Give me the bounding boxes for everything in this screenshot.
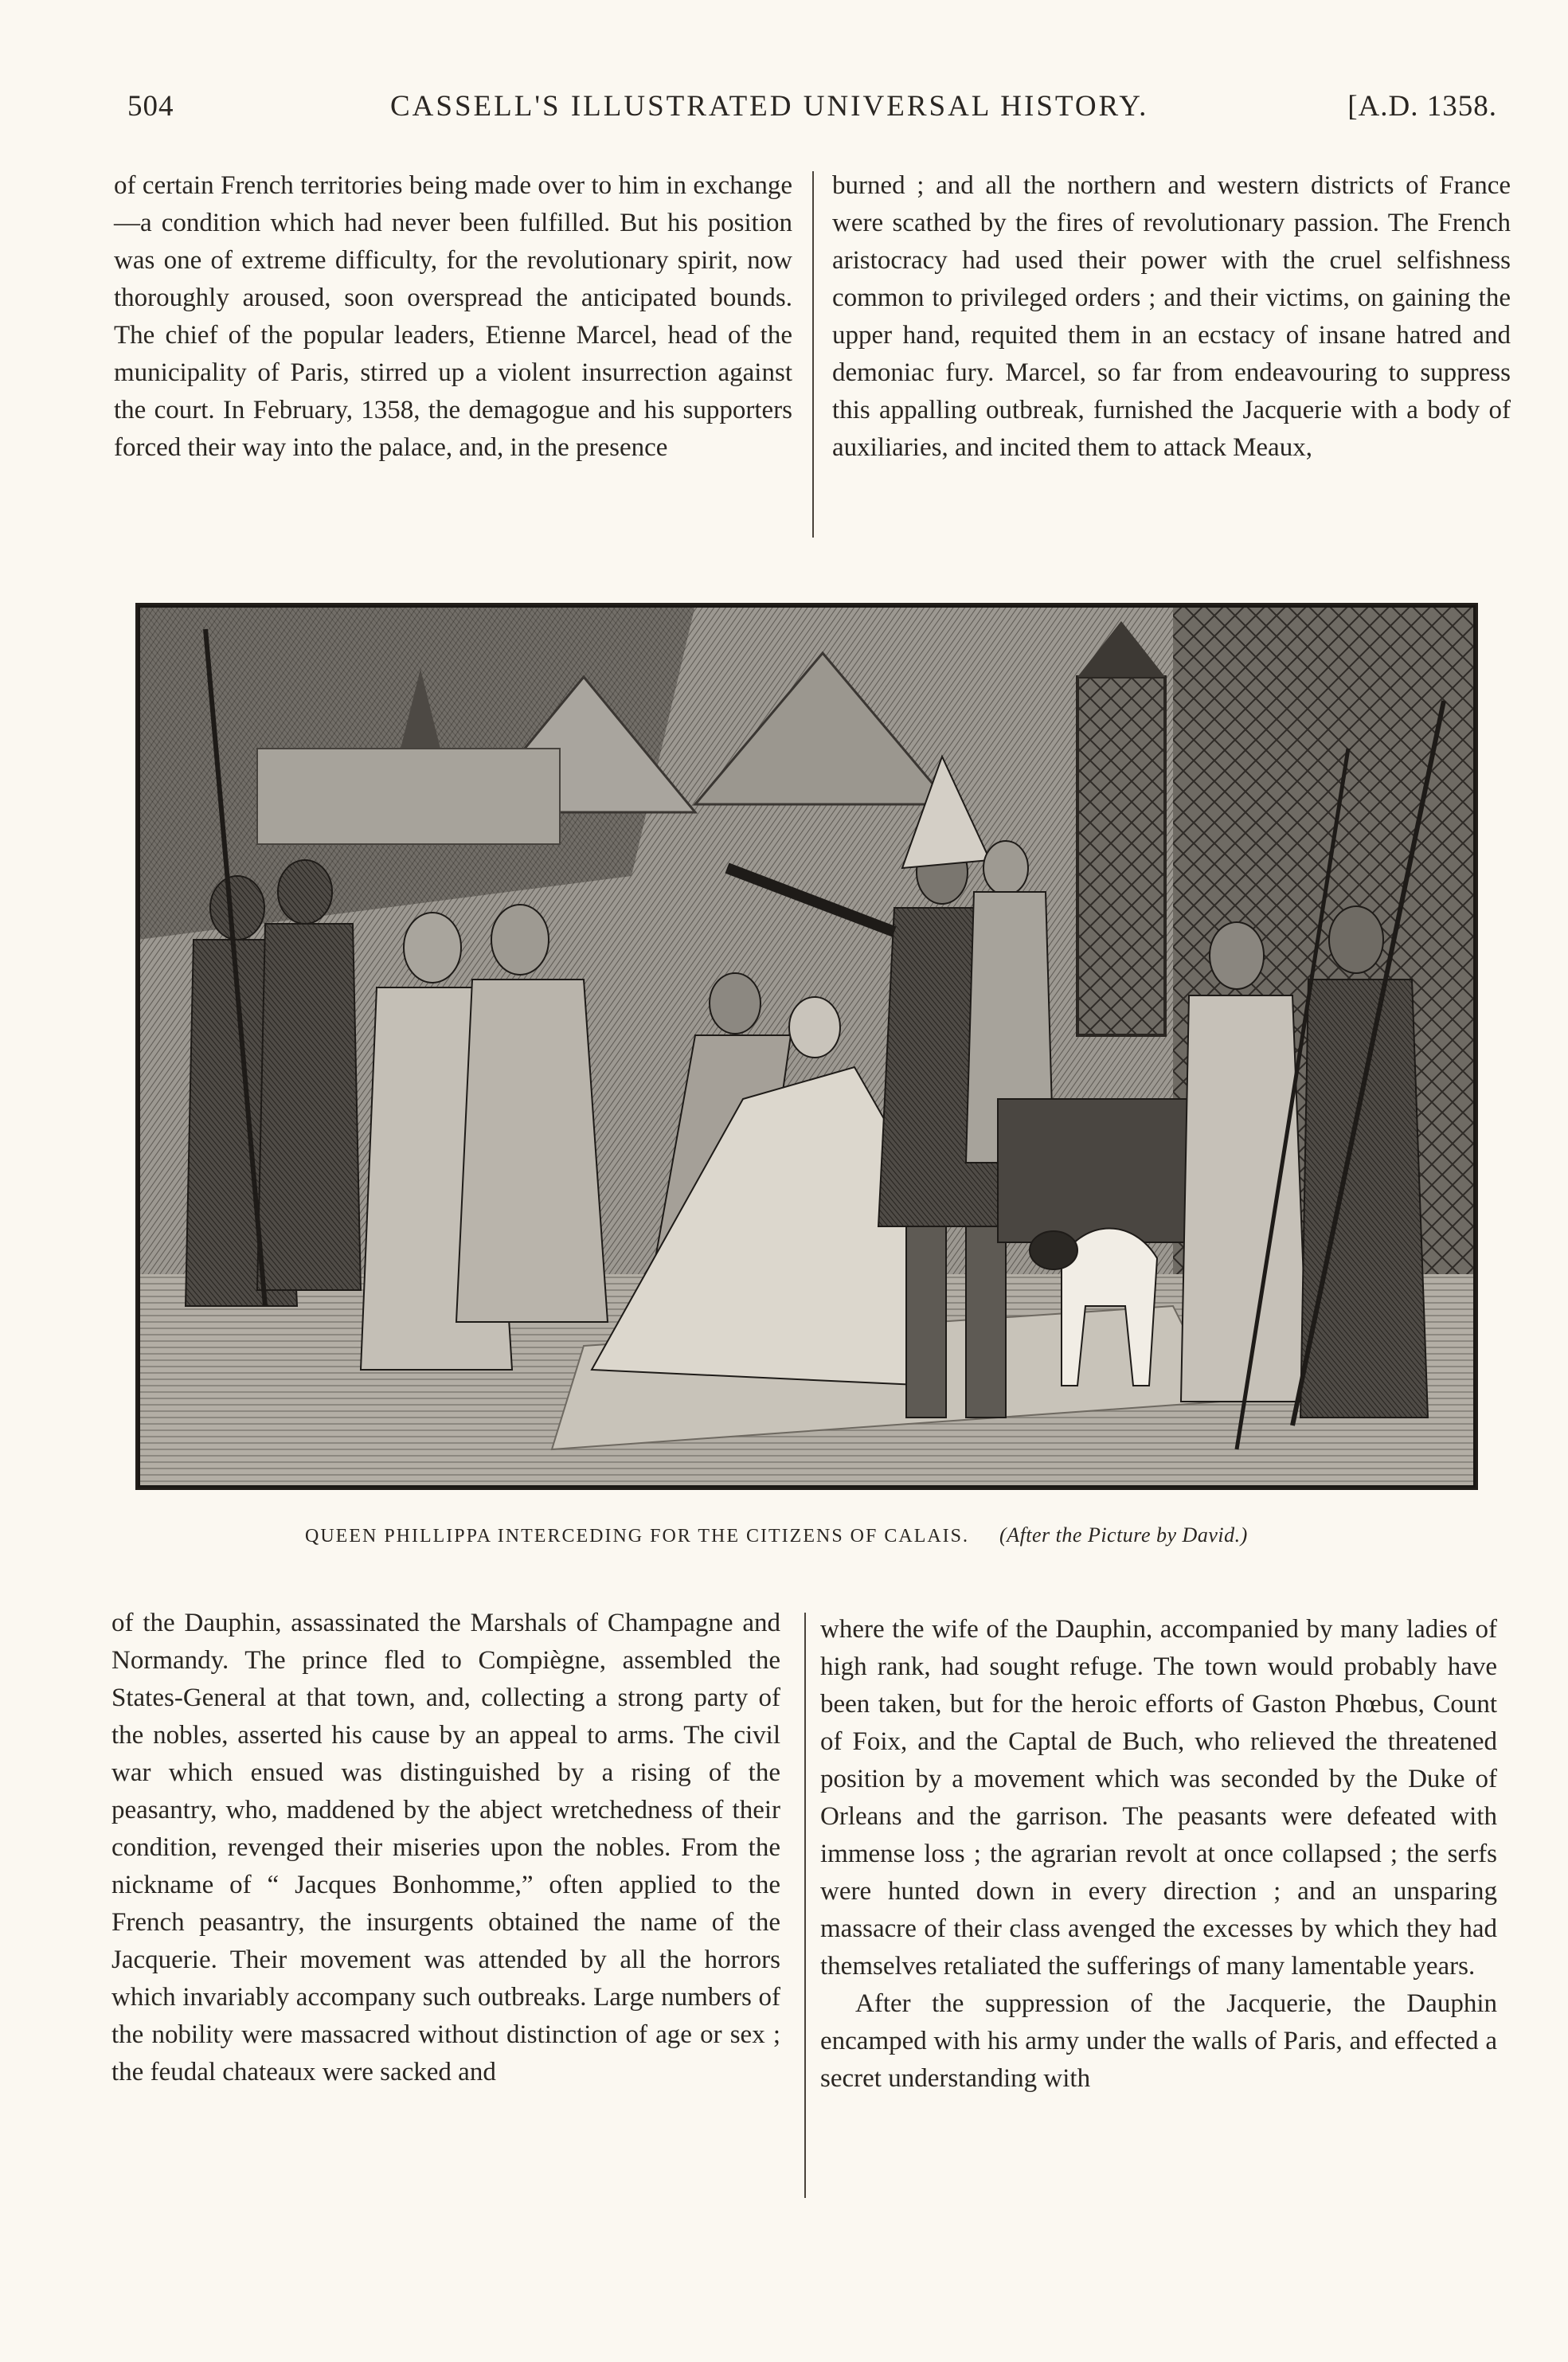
running-title: CASSELL'S ILLUSTRATED UNIVERSAL HISTORY. [390, 90, 1149, 123]
illustration-caption [305, 1523, 1340, 1547]
engraving-scene [138, 605, 1476, 1488]
date-reference: [A.D. 1358. [1347, 90, 1497, 123]
column-divider-top [812, 171, 814, 538]
engraving-illustration [135, 603, 1478, 1490]
running-header [127, 89, 1497, 137]
bottom-right-column [820, 1611, 1497, 2098]
bottom-right-paragraph-1: where the wife of the Dauphin, accompanied by many ladies of high rank, had sought refuge. The town would probably have been taken, but for the heroic efforts of Gaston Phœbus, Count of Foix, and the Captal de Buch, who relieved the threatened position by a movement which was seconded by the Duke of Orleans and the garrison. The peasants were defeated with immense loss ; the agrarian revolt at once collapsed ; the serfs were hunted down in every direction ; and an unsparing massacre of their class avenged the excesses by which they had themselves retaliated the sufferings of many lamentable years. [820, 1615, 1497, 1981]
caption-credit: (After the Picture by David.) [999, 1523, 1248, 1547]
column-divider-bottom [804, 1613, 806, 2198]
page-number: 504 [127, 90, 174, 123]
top-right-column [832, 167, 1511, 467]
bottom-left-column [111, 1605, 780, 2091]
top-left-paragraph: of certain French territories being made over to him in exchange—a condition which had never been fulfilled. But his position was one of extreme difficulty, for the revolutionary spirit, now thoroughly aroused, soon overspread the anticipated bounds. The chief of the popular leaders, Etienne Marcel, head of the municipality of Paris, stirred up a violent insurrection against the court. In February, 1358, the demagogue and his supporters forced their way into the palace, and, in the presence [114, 171, 792, 462]
top-left-column [114, 167, 792, 467]
bottom-right-paragraph-2: After the suppression of the Jacquerie, the Dauphin encamped with his army under the walls of Paris, and effected a secret understanding with [820, 1989, 1497, 2093]
top-right-paragraph: burned ; and all the northern and western districts of France were scathed by the fires of revolutionary passion. The French aristocracy had used their power with the cruel selfishness common to privileged orders ; and their victims, on gaining the upper hand, requited them in an ecstacy of insane hatred and demoniac fury. Marcel, so far from endeavouring to suppress this appalling outbreak, furnished the Jacquerie with a body of auxiliaries, and incited them to attack Meaux, [832, 171, 1511, 462]
bottom-left-paragraph: of the Dauphin, assassinated the Marshals of Champagne and Normandy. The prince fled to Compiègne, assembled the States-General at that town, and, collecting a strong party of the nobles, asserted his cause by an appeal to arms. The civil war which ensued was distinguished by a rising of the peasantry, who, maddened by the abject wretchedness of their condition, revenged their miseries upon the nobles. From the nickname of “ Jacques Bonhomme,” often applied to the French peasantry, the insurgents obtained the name of the Jacquerie. Their movement was attended by all the horrors which invariably accompany such outbreaks. Large numbers of the nobility were massacred without distinction of age or sex ; the feudal chateaux were sacked and [111, 1609, 780, 2086]
caption-title: QUEEN PHILLIPPA INTERCEDING FOR THE CITIZENS OF CALAIS. [305, 1526, 970, 1547]
